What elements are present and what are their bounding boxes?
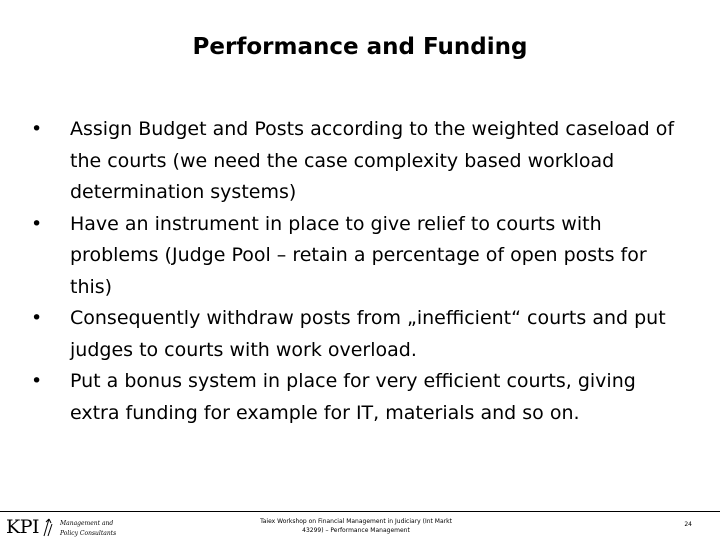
bullet-marker: • bbox=[31, 212, 43, 235]
bullet-item bbox=[30, 209, 690, 304]
bullet-text: Put a bonus system in place for very efficient courts, giving extra funding for example for IT, materials and so on. bbox=[70, 370, 636, 424]
logo-text: KPI bbox=[6, 516, 39, 538]
company-logo bbox=[6, 516, 55, 538]
bullet-marker: • bbox=[31, 370, 43, 392]
footer-divider bbox=[0, 511, 720, 512]
footer-caption: Taiex Workshop on Financial Management in Judiciary (Int Markt 43299) – Performance Management bbox=[260, 518, 452, 534]
slide-title: Performance and Funding bbox=[192, 34, 528, 60]
tagline-line: Policy Consultants bbox=[60, 530, 117, 537]
page-number: 24 bbox=[684, 521, 692, 528]
bullet-item bbox=[30, 114, 690, 209]
bullet-text: Consequently withdraw posts from „inefficient“ courts and put judges to courts with work overload. bbox=[70, 307, 666, 361]
bullet-marker: • bbox=[31, 118, 43, 140]
company-tagline bbox=[60, 519, 116, 539]
bullet-item bbox=[30, 366, 690, 429]
kpi-arrow-icon bbox=[41, 517, 55, 537]
bullet-item bbox=[30, 303, 690, 366]
bullet-list bbox=[30, 114, 690, 429]
bullet-marker: • bbox=[31, 307, 43, 329]
bullet-text: Assign Budget and Posts according to the weighted caseload of the courts (we need the case complexity based workload determination systems) bbox=[70, 118, 675, 203]
bullet-text: Have an instrument in place to give relief to courts with problems (Judge Pool – retain a percentage of open posts for this) bbox=[70, 212, 647, 298]
tagline-line: Management and bbox=[60, 520, 114, 527]
